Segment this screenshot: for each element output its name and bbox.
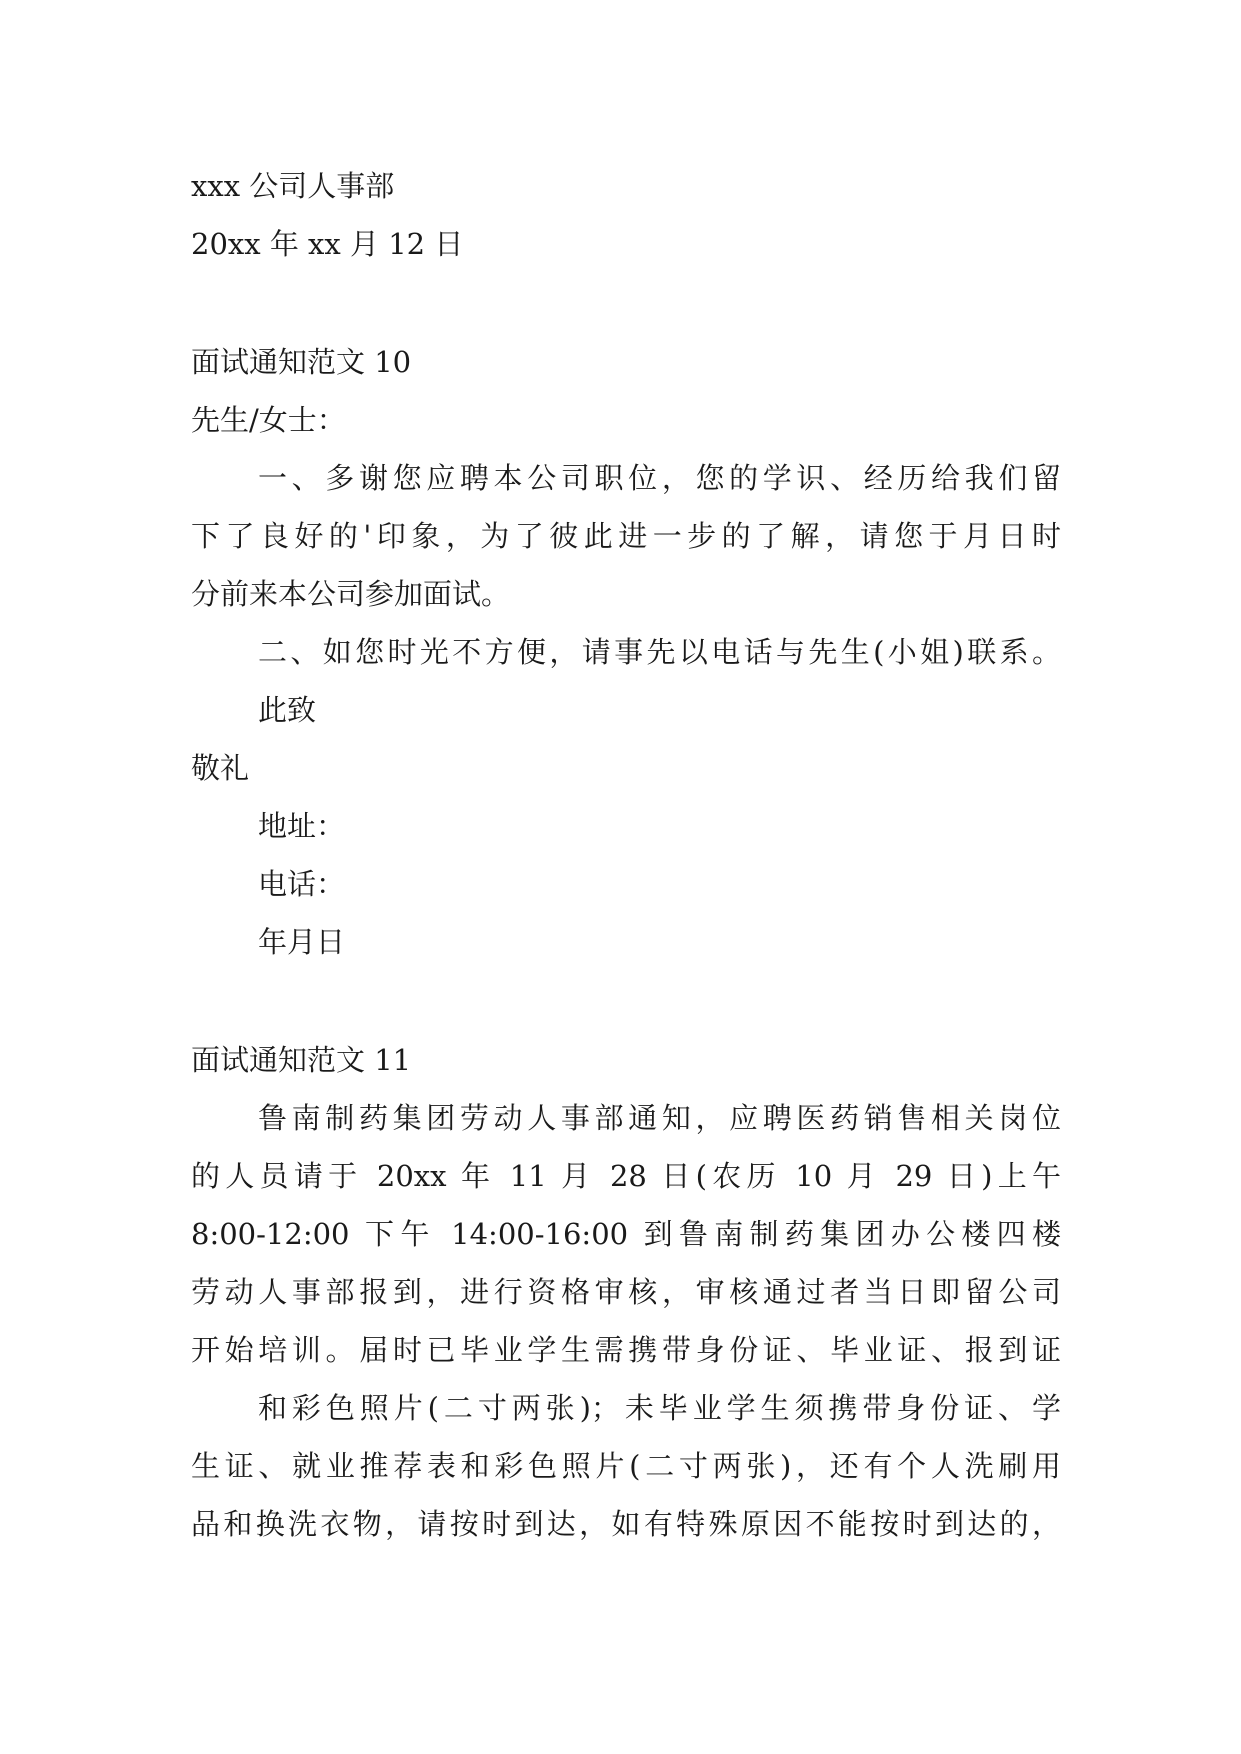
closing-phrase: 此致: [258, 693, 317, 727]
paragraph-line: 和彩色照片(二寸两张)；未毕业学生须携带身份证、学: [258, 1391, 1061, 1425]
section-heading-10: 面试通知范文 10: [191, 345, 412, 379]
paragraph-line: 劳动人事部报到，进行资格审核，审核通过者当日即留公司: [191, 1275, 1061, 1309]
paragraph-line: 的人员请于 20xx 年 11 月 28 日(农历 10 月 29 日)上午: [191, 1159, 1061, 1193]
paragraph-line: 8:00-12:00 下午 14:00-16:00 到鲁南制药集团办公楼四楼: [191, 1217, 1061, 1251]
paragraph-line: 下了良好的'印象，为了彼此进一步的了解，请您于月日时: [191, 519, 1061, 553]
section-heading-11: 面试通知范文 11: [191, 1043, 412, 1077]
closing-regards: 敬礼: [191, 751, 250, 785]
date-label: 年月日: [258, 925, 346, 959]
paragraph-line: 分前来本公司参加面试。: [191, 577, 511, 611]
paragraph-line: 鲁南制药集团劳动人事部通知，应聘医药销售相关岗位: [258, 1101, 1061, 1135]
paragraph-line: 二、如您时光不方便，请事先以电话与先生(小姐)联系。: [258, 635, 1061, 669]
paragraph-line: 开始培训。届时已毕业学生需携带身份证、毕业证、报到证: [191, 1333, 1061, 1367]
phone-label: 电话：: [258, 867, 346, 901]
salutation: 先生/女士：: [191, 403, 346, 437]
paragraph-line: 品和换洗衣物，请按时到达，如有特殊原因不能按时到达的，: [191, 1507, 1061, 1541]
paragraph-line: 一、多谢您应聘本公司职位，您的学识、经历给我们留: [258, 461, 1061, 495]
company-signature: xxx 公司人事部: [191, 169, 395, 203]
paragraph-line: 生证、就业推荐表和彩色照片(二寸两张)，还有个人洗刷用: [191, 1449, 1061, 1483]
address-label: 地址：: [258, 809, 346, 843]
signature-date: 20xx 年 xx 月 12 日: [191, 227, 464, 261]
